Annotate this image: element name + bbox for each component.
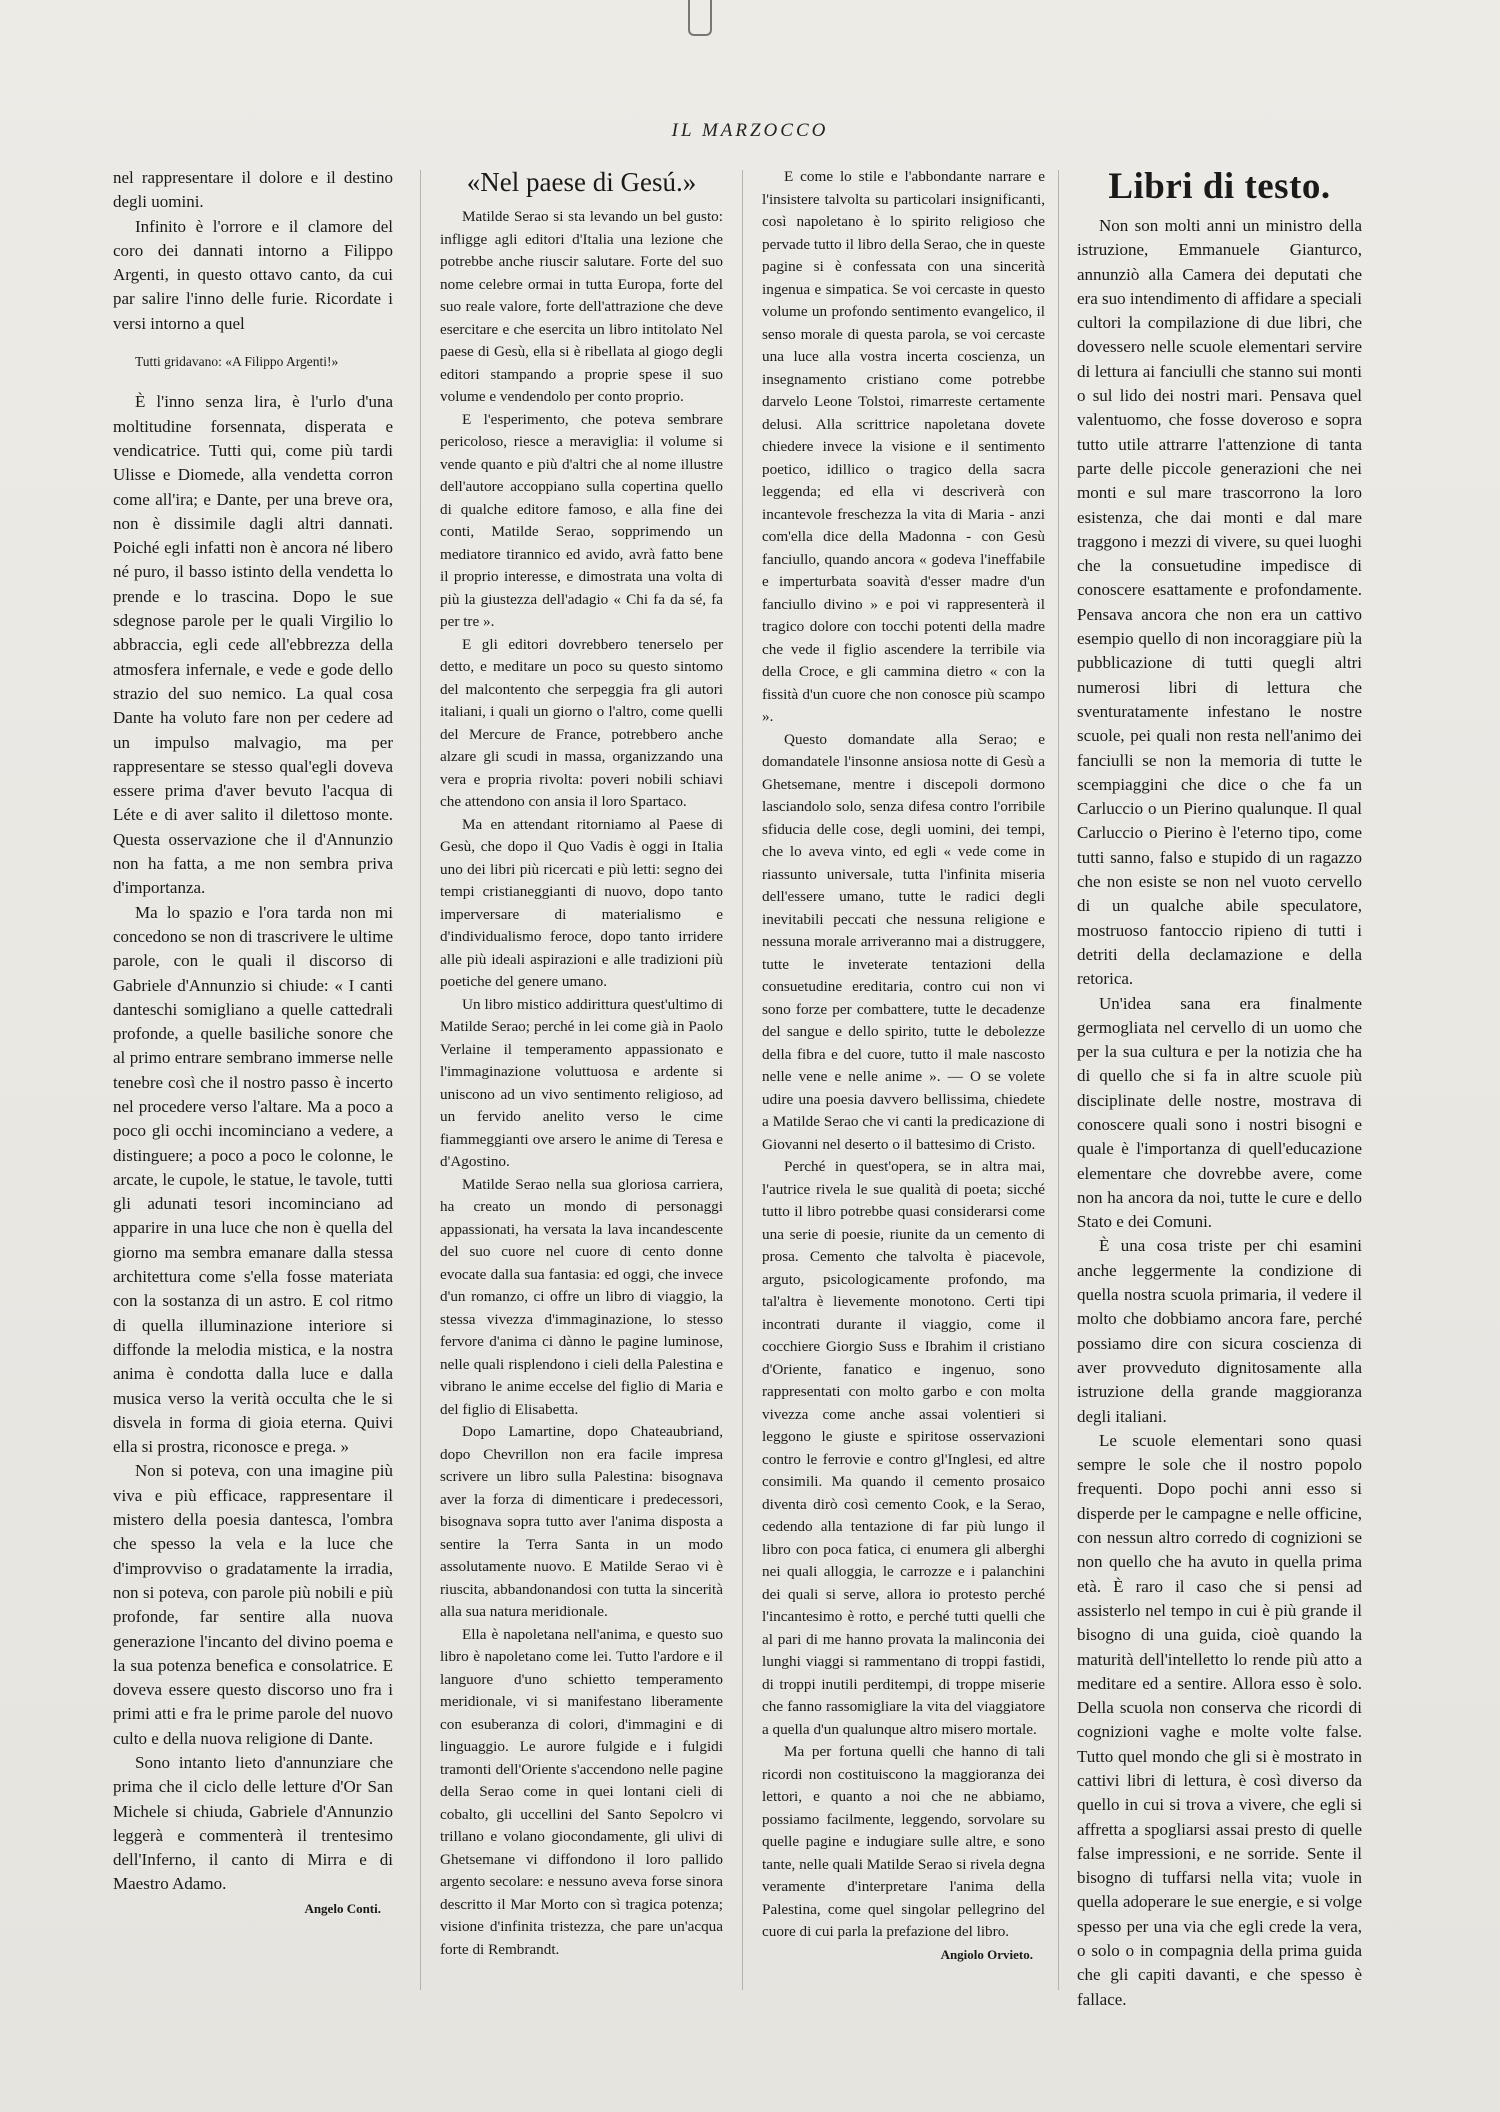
paragraph: E gli editori dovrebbero tenerselo per detto, e meditare un poco su questo sintomo del malcontento che serpeggia fra gli autori italiani, i quali un giorno o l'altro, come quelli del Mercure de France, potrebbero anche alzare gli scudi in massa, organizzando una vera e propria rivolta: poveri nobili schiavi che attendono con ansia il loro Spartaco. [440, 635, 723, 810]
paragraph: Infinito è l'orrore e il clamore del coro dei dannati intorno a Filippo Argenti, in questo ottavo canto, da cui par salire l'inno delle furie. Ricordate i versi intorno a quel [113, 216, 393, 333]
paragraph: Questo domandate alla Serao; e domandatele l'insonne ansiosa notte di Gesù a Ghetsemane, mentre i discepoli dormono lasciandolo solo, senza difesa contro l'orribile sfiducia delle cose, degli uomini, dei tempi, che lo aveva vinto, ed egli « vede come in riassunto universale, tutta l'infinita miseria dell'essere umano, tutte le radici degli inevitabili peccati che nessuna religione e nessuna morale arriveranno mai a distruggere, tutte le inveterate tentazioni della consuetudine ereditaria, contro cui non vi sono forze per combattere, tutte le decadenze del sangue e dello spirito, tutte le debolezze della fibra e del cuore, tutto il male nascosto nelle vene e nelle anime ». — O se volete udire una poesia davvero bellissima, chiedete a Matilde Serao che vi canti la predicazione di Giovanni nel deserto o il battesimo di Cristo. [762, 730, 1045, 1153]
paragraph: È l'inno senza lira, è l'urlo d'una moltitudine forsennata, disperata e vendicatrice. Tutti qui, come più tardi Ulisse e Diomede, alla vendetta corron come all'ira; e Dante, per una breve ora, non è dissimile dagli altri dannati. Poiché egli infatti non è ancora né libero né puro, il basso istinto della vendetta lo prende e lo trascina. Dopo le sue sdegnose parole per le quali Virgilio lo abbraccia, egli cede all'ebbrezza della atmosfera infernale, e vede e gode dello strazio del suo nemico. La qual cosa Dante ha voluto fare non per cedere ad un impulso malvagio, ma per rappresentare se stesso qual'egli doveva essere prima d'aver bevuto l'acqua di Léte e di aver salito il dilettoso monte. Questa osservazione che il d'Annunzio non ha fatta, a me non sembra priva d'importanza. [113, 392, 393, 898]
paragraph: E l'esperimento, che poteva sembrare pericoloso, riesce a meraviglia: il volume si vende quanto e più d'altri che al nome illustre dell'autore accoppiano sulla copertina quello di qualche editore famoso, e alla fine dei conti, Matilde Serao, sopprimendo un mediatore tirannico ed avido, avrà fatto bene il proprio interesse, e dimostrata una volta di più la giustezza dell'adagio « Chi fa da sé, fa per tre ». [440, 410, 723, 630]
paragraph: Non si poteva, con una imagine più viva e più efficace, rappresentare il mistero della poesia dantesca, l'ombra che spesso la vela e la luce che d'improvviso o gradatamente la irradia, non si poteva, con parole più nobili e più profonde, far sentire alla nuova generazione l'incanto del divino poema e la sua potenza benefica e consolatrice. E doveva essere questo discorso uno fra i primi atti e fra le prime parole del nuovo culto e della nuova religione di Dante. [113, 1461, 393, 1748]
paragraph: È una cosa triste per chi esamini anche leggermente la condizione di quella nostra scuola primaria, il vedere il molto che dobbiamo ancora fare, perché possiamo dire con sicura coscienza di aver provveduto dignitosamente alla istruzione della grande maggioranza degli italiani. [1077, 1236, 1362, 1426]
article-column-conti [113, 166, 393, 1921]
paragraph: Non son molti anni un ministro della istruzione, Emmanuele Gianturco, annunziò alla Camera dei deputati che era suo intendimento di affidare a speciali cultori la compilazione di due libri, che dovessero nelle scuole elementari servire di lettura ai fanciulli che stanno sui monti o sul lido dei nostri mari. Pensava quel valentuomo, che fosse doveroso e sopra tutto utile attrarre l'attenzione di tanta parte delle piccole generazioni che nei monti e sul mare trascorrono la loro esistenza, che dai monti e dal mare traggono i mezzi di vivere, su quei luoghi che la consuetudine impedisce di conoscere esattamente e profondamente. Pensava ancora che non era un cattivo esempio quello di non incoraggiare più la pubblicazione di tutti quegli altri numerosi libri di lettura che sventuratamente infestano le nostre scuole, pei quali non resta nell'animo dei fanciulli se non la memoria di tutte le scempiaggini che dice o che fa un Carluccio o un Pierino qualunque. Il qual Carluccio o Pierino è l'eterno tipo, come tutti sanno, falso e stupido di un ragazzo che non esiste se non nel vuoto cervello di un qualche abile speculatore, mostruoso fantoccio ripieno di tutti i detriti della declamazione e della retorica. [1077, 216, 1362, 989]
paragraph: Matilde Serao nella sua gloriosa carriera, ha creato un mondo di personaggi appassionati, ha versata la lava incandescente del suo cuore nel cuore di cento donne evocate dalla sua fantasia: ed oggi, che invece d'un romanzo, ci offre un libro di viaggio, la stessa vivezza d'immaginazione, lo stesso fervore d'anima ci dànno le pagine luminose, nelle quali risplendono i cieli della Palestina e vibrano le anime eccelse del figlio di Maria e del figlio di Elisabetta. [440, 1175, 723, 1418]
article-column-continuation [762, 166, 1045, 1966]
binding-mark [688, 0, 712, 36]
verse-quote: Tutti gridavano: «A Filippo Argenti!» [135, 354, 339, 370]
paragraph: Sono intanto lieto d'annunziare che prima che il ciclo delle letture d'Or San Michele si chiuda, Gabriele d'Annunzio leggerà e commenterà il trentesimo dell'Inferno, il canto di Mirra e di Maestro Adamo. [113, 1753, 393, 1894]
paragraph: Le scuole elementari sono quasi sempre le sole che il nostro popolo frequenti. Dopo pochi anni esso si disperde per le campagne e nelle officine, con nessun altro corredo di cognizioni se non quello che ha avuto in quella prima età. È raro il caso che si pensi ad assisterlo nel tempo in cui è più grande il bisogno di una guida, cioè quando la maturità dell'intelletto lo rende più atto a meditare ed a sentire. Allora esso è solo. Della scuola non conserva che ricordi di cognizioni vaghe e molte volte false. Tutto quel mondo che gli si è mostrato in cattivi libri di lettura, è così diverso da quello in cui si trova a vivere, che egli si affretta a spogliarsi assai presto di quelle false impressioni, e ne sorride. Sente il bisogno di tuffarsi nella vita; vuole in quella adoperare le sue energie, e si volge spesso per una via che egli crede la vera, o solo o in compagnia della prima guida che gli capiti davanti, e che spesso è fallace. [1077, 1430, 1362, 2009]
article-title: Libri di testo. [1108, 166, 1331, 207]
column-rule [420, 170, 421, 1990]
article-column-paese-di-gesu [440, 166, 723, 1961]
paragraph: Un'idea sana era finalmente germogliata nel cervello di un uomo che per la sua cultura e per la notizia che ha di quello che si fa in altre scuole più disciplinate delle nostre, mostrava di conoscere quali sono i nostri bisogni e quale è l'importanza di quell'educazione elementare che dovrebbe avere, come non ha ancora da noi, tutte le cure e dello Stato e dei Comuni. [1077, 993, 1362, 1232]
paragraph: Un libro mistico addirittura quest'ultimo di Matilde Serao; perché in lei come già in Paolo Verlaine il temperamento appassionato e l'immaginazione voluttuosa e ardente si uniscono ad un vivo sentimento religioso, ad un fervido anelito verso le cime fiammeggianti ove arsero le anime di Teresa e d'Agostino. [440, 995, 723, 1170]
paragraph: Dopo Lamartine, dopo Chateaubriand, dopo Chevrillon non era facile impresa scrivere un libro sulla Palestina: bisognava aver la forza di dimenticare i predecessori, bisognava sopra tutto aver l'anima disposta a sentire la Terra Santa in un modo assolutamente nuovo. E Matilde Serao vi è riuscita, abbandonandosi con tutta la sincerità alla sua natura meridionale. [440, 1423, 723, 1620]
paragraph: Perché in quest'opera, se in altra mai, l'autrice rivela le sue qualità di poeta; sicché tutto il libro potrebbe quasi considerarsi come una serie di poesie, riunite da un cemento di prosa. Cemento che talvolta è piacevole, arguto, psicologicamente profondo, ma tal'altra è lievemente monotono. Certi tipi incontrati durante il viaggio, come il cocchiere Giorgio Suss e Ibrahim il cristiano d'Oriente, fanatico e ingenuo, sono rappresentati con molto garbo e con molta vivezza come anche assai volentieri si leggono le giuste e spiritose osservazioni contro le ferrovie e contro gl'Inglesi, ed altre consimili. Ma quando il cemento prosaico diventa dirò così cemento Cook, e la Serao, cedendo alla tentazione di far più lungo il libro con poca fatica, ci enumera gli alberghi nei quali alloggia, le carrozze e i palanchini dei quali si serve, allora io protesto perché l'incantesimo è rotto, e perché tutti quelli che al pari di me hanno provata la malinconia dei lunghi viaggi si rammentano di troppi fastidi, di troppi inutili perditempi, di troppe miserie che fanno rassomigliare la vita del viaggiatore a quella d'un qualunque altro misero mortale. [762, 1158, 1045, 1738]
paragraph: Ella è napoletana nell'anima, e questo suo libro è napoletano come lei. Tutto l'ardore e il languore d'uno schietto temperamento meridionale, vi si manifestano liberamente con esuberanza di colori, d'immagini e di linguaggio. Le aurore fulgide e i fulgidi tramonti dell'Oriente s'accendono nelle pagine della Serao come in quei lontani cieli di cobalto, gli uccellini del Santo Sepolcro vi trillano e volano giocondamente, gli ulivi di Ghetsemane vi diffondono il loro pallido argento secolare: e nessuno aveva forse sinora descritto il Mar Morto con sì tragica potenza; visione d'infinita tristezza, che pare un'acqua forte di Rembrandt. [440, 1625, 723, 1958]
article-column-libri-di-testo [1077, 166, 1362, 2012]
paragraph: Ma per fortuna quelli che hanno di tali ricordi non costituiscono la maggioranza dei lettori, e quanto a noi che ne abbiamo, possiamo facilmente, leggendo, sorvolare su quelle pagine e indugiare sulle altre, e sono tante, nelle quali Matilde Serao si rivela degna veramente d'interpretare l'anima della Palestina, come quel singolar pellegrino del cuore di cui parla la prefazione del libro. [762, 1743, 1045, 1940]
column-rule [1058, 170, 1059, 1990]
author-signature: Angelo Conti. [304, 1900, 381, 1916]
paragraph: Matilde Serao si sta levando un bel gusto: infligge agli editori d'Italia una lezione che potrebbe anche riuscir salutare. Forte del suo nome celebre ormai in tutta Europa, forte del suo reale valore, forte dell'attrazione che deve esercitare e che esercita un libro intitolato Nel paese di Gesù, ella si è ribellata al giogo degli editori stampando a proprie spese il suo volume e vendendolo per conto proprio. [440, 208, 723, 405]
paragraph: Ma lo spazio e l'ora tarda non mi concedono se non di trascrivere le ultime parole, con le quali il discorso di Gabriele d'Annunzio si chiude: « I canti danteschi somigliano a quelle cattedrali profonde, a quelle basiliche sonore che al primo entrare sembrano immerse nelle tenebre così che il nostro passo è incerto nel procedere verso l'altare. Ma a poco a poco gli occhi incominciano a vedere, a distinguere; a poco a poco le colonne, le arcate, le cupole, le statue, le tavole, tutti gli adunati tesori incominciano ad apparire in una luce che non è quella del giorno ma sembra emanare dalla stessa architettura come s'ella fosse materiata con la sostanza di un astro. E col ritmo di quella illuminazione interiore si diffonde la melodia mistica, e la nostra anima è condotta dalla luce e dalla musica verso la verità occulta che le si disvela in forma di gioia eterna. Quivi ella si prostra, riconosce e prega. » [113, 902, 393, 1457]
article-title: «Nel paese di Gesú.» [466, 167, 697, 197]
column-rule [742, 170, 743, 1990]
paragraph: nel rappresentare il dolore e il destino degli uomini. [113, 168, 393, 212]
paragraph: E come lo stile e l'abbondante narrare e l'insistere talvolta su particolari insignificanti, così napoletano è lo spirito religioso che pervade tutto il libro della Serao, che in queste pagine si è confessata con una sincerità ingenua e simpatica. Se voi cercaste in questo volume un profondo sentimento evangelico, il senso morale di questa parola, se voi cercaste una luce alla vostra incerta coscienza, un insegnamento cristiano come potrebbe darvelo Leone Tolstoi, rimarreste certamente delusi. Alla scrittrice napoletana dovete chiedere invece la visione e il sentimento poetico, idillico o tragico della sacra leggenda; ed ella vi descriverà con incantevole freschezza la vita di Maria - anzi com'ella dice della Madonna - con Gesù fanciullo, quando ancora « godeva l'ineffabile e imperturbata soavità d'esser madre d'un fanciullo divino » e poi vi rappresenterà il tragico dolore con tocchi potenti della madre che vede il figlio ascendere la terribile via della Croce, e gli cammina dietro « con la fissità d'un cuore che non conosce più scampo ». [762, 168, 1045, 725]
author-signature: Angiolo Orvieto. [940, 1946, 1033, 1962]
page-masthead: IL MARZOCCO [671, 120, 829, 141]
paragraph: Ma en attendant ritorniamo al Paese di Gesù, che dopo il Quo Vadis è oggi in Italia uno dei libri più ricercati e più letti: segno dei tempi cristianeggianti di nuovo, dopo tanto imperversare di materialismo e d'individualismo feroce, dopo tanto irridere alle più ideali aspirazioni e alle tradizioni più poetiche del genere umano. [440, 815, 723, 990]
